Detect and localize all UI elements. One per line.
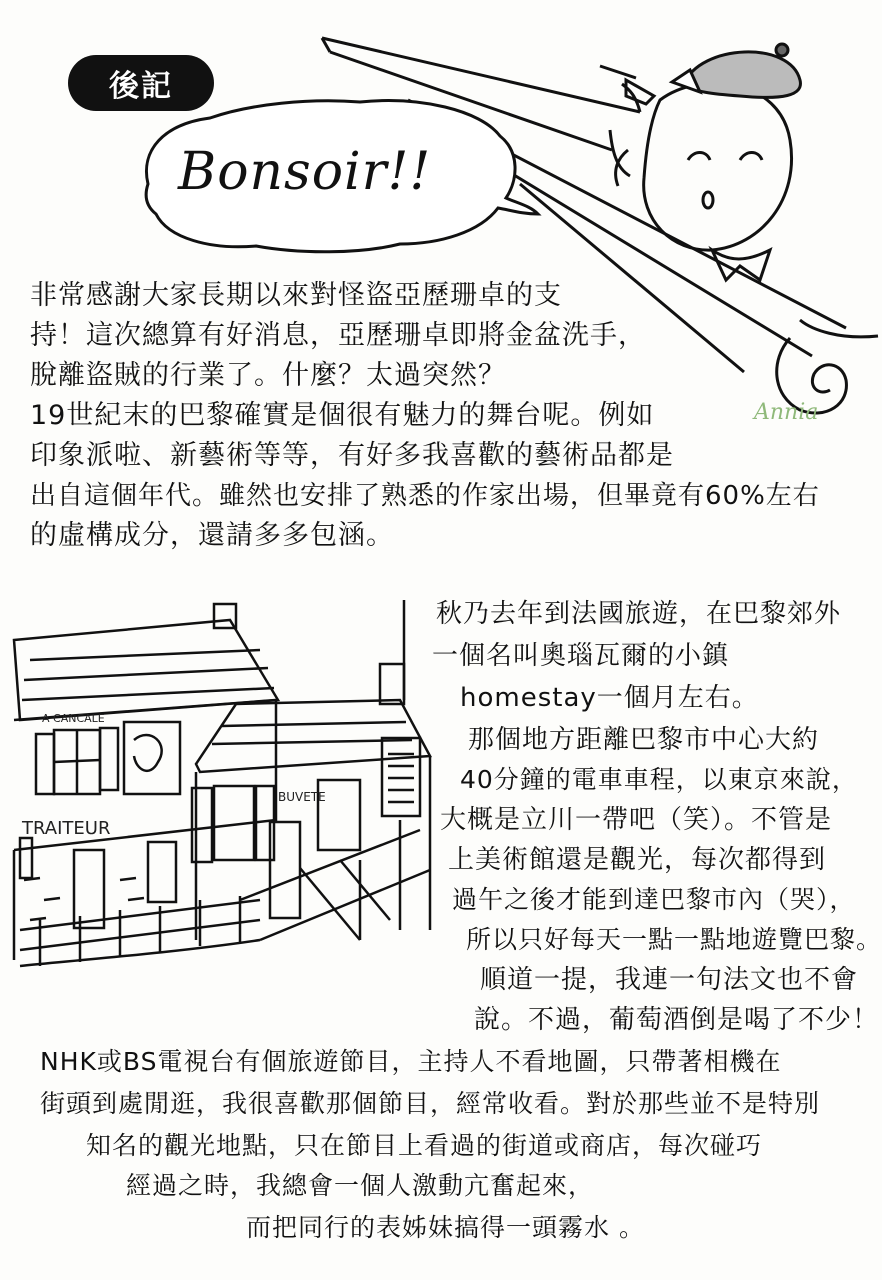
paragraph2-line-10: 順道一提，我連一句法文也不會 [480,965,859,995]
paragraph1-line-5: 印象派啦、新藝術等等，有好多我喜歡的藝術品都是 [30,440,674,471]
paragraph2-line-2: 一個名叫奧瑙瓦爾的小鎮 [432,641,730,671]
paragraph2-line-6: 大概是立川一帶吧（笑）。不管是 [440,805,833,835]
paragraph1-line-7: 的虛構成分，還請多多包涵。 [30,520,394,551]
artist-signature: Annia [754,400,819,425]
shop-sign-traiteur: TRAITEUR [22,818,111,839]
paragraph1-line-4: 19世紀末的巴黎確實是個很有魅力的舞台呢。例如 [30,400,655,431]
paragraph3-line-3: 知名的觀光地點，只在節目上看過的街道或商店，每次碰巧 [86,1131,763,1160]
mascot-character-icon [644,44,801,280]
paragraph3-line-5: 而把同行的表姊妹搞得一頭霧水 。 [246,1213,645,1242]
paragraph2-line-9: 所以只好每天一點一點地遊覽巴黎。 [466,925,882,954]
paragraph2-line-4: 那個地方距離巴黎市中心大約 [468,725,820,755]
paragraph2-line-8: 過午之後才能到達巴黎市內（哭）， [452,885,856,914]
shop-sign-buvette: BUVETE [278,790,326,804]
speech-bubble-greeting: Bonsoir!! [178,142,432,202]
paragraph1-line-1: 非常感謝大家長期以來對怪盜亞歷珊卓的支 [30,280,562,311]
shop-sign-top: A CANCALE [42,712,105,725]
paragraph1-line-6: 出自這個年代。雖然也安排了熟悉的作家出場，但畢竟有60%左右 [30,481,820,511]
house-illustration [14,600,430,966]
paragraph1-line-2: 持！這次總算有好消息，亞歷珊卓即將金盆洗手， [30,320,646,351]
paragraph2-line-1: 秋乃去年到法國旅遊，在巴黎郊外 [436,599,842,629]
paragraph2-line-11: 說。不過，葡萄酒倒是喝了不少！ [474,1005,880,1035]
paragraph2-line-3: homestay一個月左右。 [460,683,759,713]
paragraph3-line-4: 經過之時，我總會一個人激動亢奮起來， [126,1171,595,1200]
paragraph2-line-7: 上美術館還是觀光，每次都得到 [448,845,827,875]
afterword-title-badge [68,55,214,111]
page-title: 後記 [109,69,173,104]
paragraph3-line-1: NHK或BS電視台有個旅遊節目，主持人不看地圖，只帶著相機在 [40,1047,782,1076]
paragraph3-line-2: 街頭到處閒逛，我很喜歡那個節目，經常收看。對於那些並不是特別 [40,1089,821,1118]
paragraph2-line-5: 40分鐘的電車車程，以東京來說， [460,765,858,794]
paragraph1-line-3: 脫離盜賊的行業了。什麼？太過突然？ [30,360,506,391]
